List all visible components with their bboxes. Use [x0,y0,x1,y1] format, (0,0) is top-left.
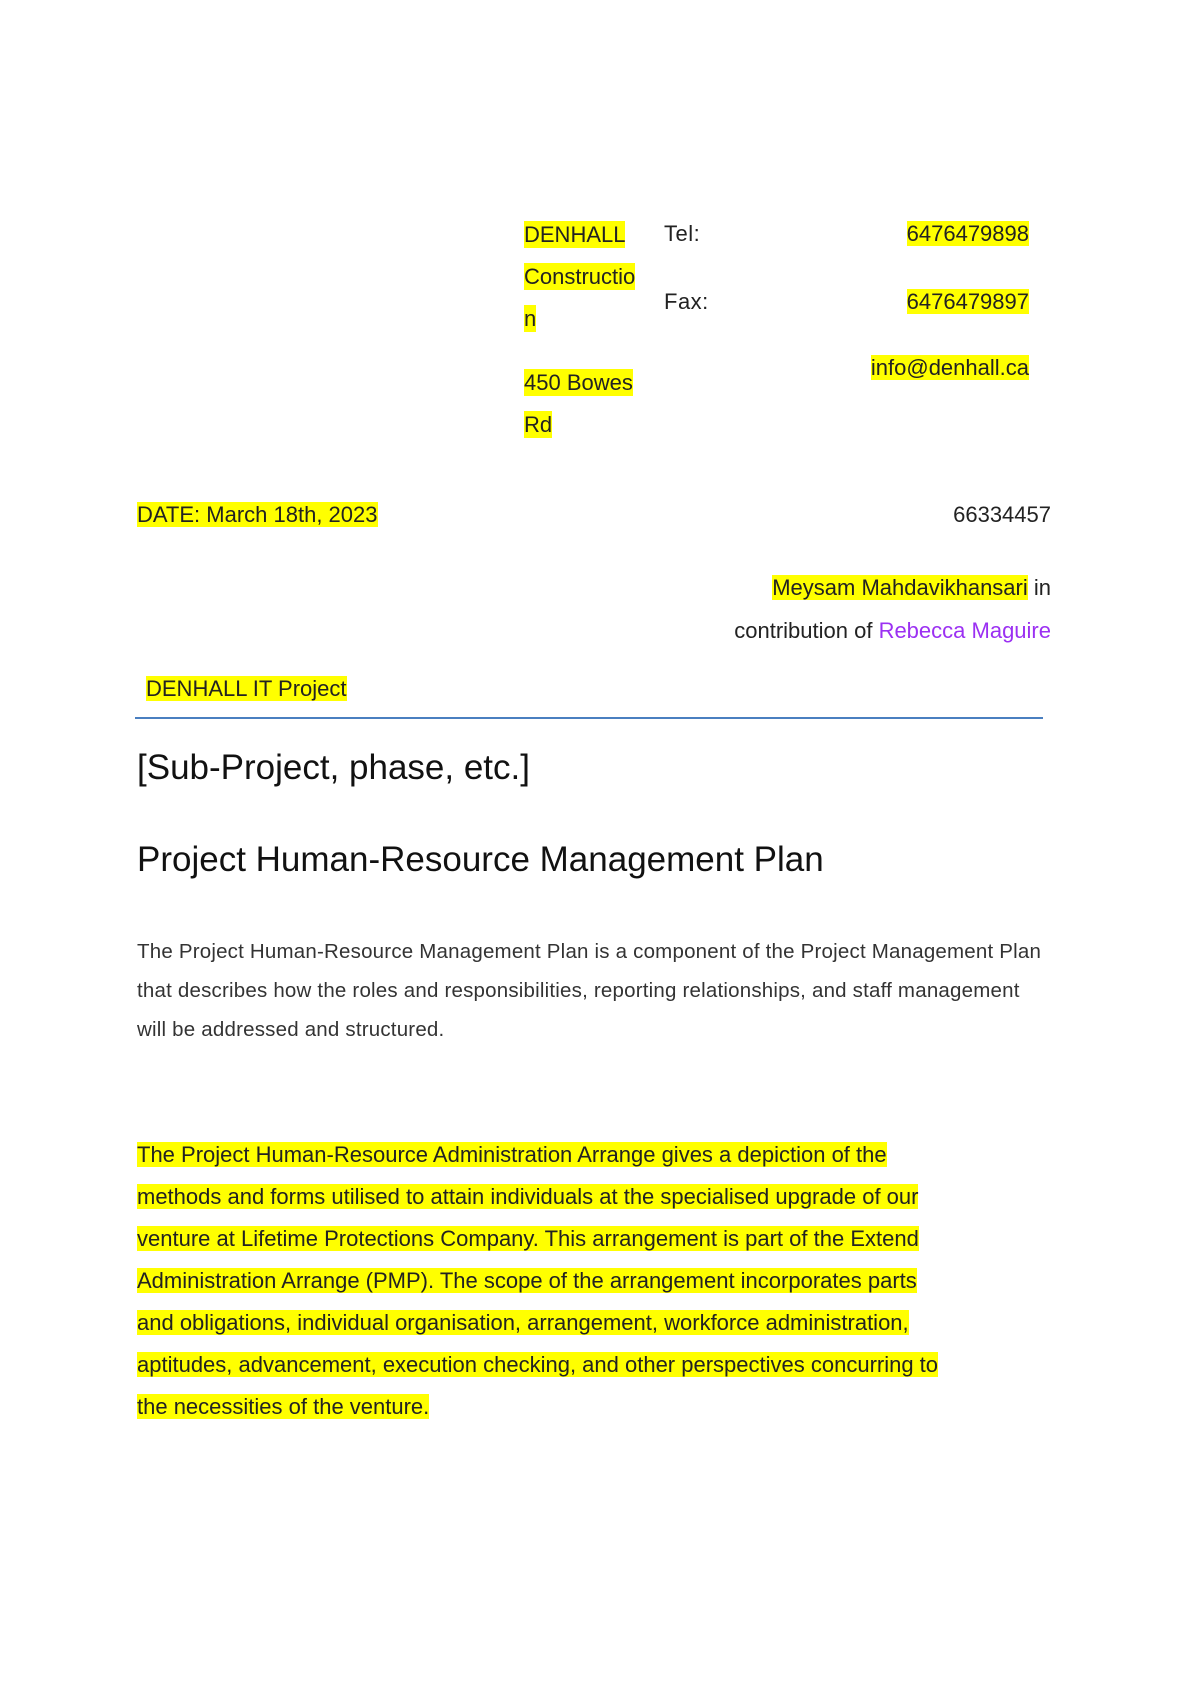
reference-number: 66334457 [953,502,1051,527]
fax-label: Fax: [664,289,709,314]
author-in: in [1027,575,1051,600]
paragraph-line: The Project Human-Resource Administration Arrange gives a depiction of the [137,1142,887,1167]
address-line: 450 Bowes [524,370,633,395]
company-block [524,214,654,468]
paragraph-line: the necessities of the venture. [137,1394,430,1419]
company-name-line: DENHALL [524,222,626,247]
subproject-heading: [Sub-Project, phase, etc.] [137,748,530,787]
project-name: DENHALL IT Project [146,676,347,701]
header-divider [135,717,1043,719]
paragraph-line: methods and forms utilised to attain individuals at the specialised upgrade of our [137,1184,919,1209]
company-name-line: n [524,306,537,331]
tel-value: 6476479898 [906,221,1029,246]
contributor-name: Rebecca Maguire [878,618,1051,643]
paragraph-line: venture at Lifetime Protections Company. This arrangement is part of the Extend [137,1226,919,1251]
author-block [734,566,1051,652]
tel-label: Tel: [664,221,701,246]
company-address [524,362,654,446]
contribution-prefix: contribution of [734,618,879,643]
contribution-line [734,609,1051,652]
date-line: DATE: March 18th, 2023 [137,502,378,527]
email-address: info@denhall.ca [870,355,1029,380]
intro-paragraph: The Project Human-Resource Management Plan is a component of the Project Management Plan that describes how the roles and responsibilities, reporting relationships, and staff management will be addressed and structured. [137,940,1042,1041]
author-line [734,566,1051,609]
paragraph-line: and obligations, individual organisation, arrangement, workforce administration, [137,1310,909,1335]
company-name [524,214,654,340]
paragraph-line: Administration Arrange (PMP). The scope of the arrangement incorporates parts [137,1268,917,1293]
document-title: Project Human-Resource Management Plan [137,840,824,879]
body-paragraph [137,1134,1047,1428]
author-name: Meysam Mahdavikhansari [772,575,1028,600]
fax-value: 6476479897 [906,289,1029,314]
paragraph-line: aptitudes, advancement, execution checking, and other perspectives concurring to [137,1352,939,1377]
company-name-line: Constructio [524,264,636,289]
address-line: Rd [524,412,553,437]
